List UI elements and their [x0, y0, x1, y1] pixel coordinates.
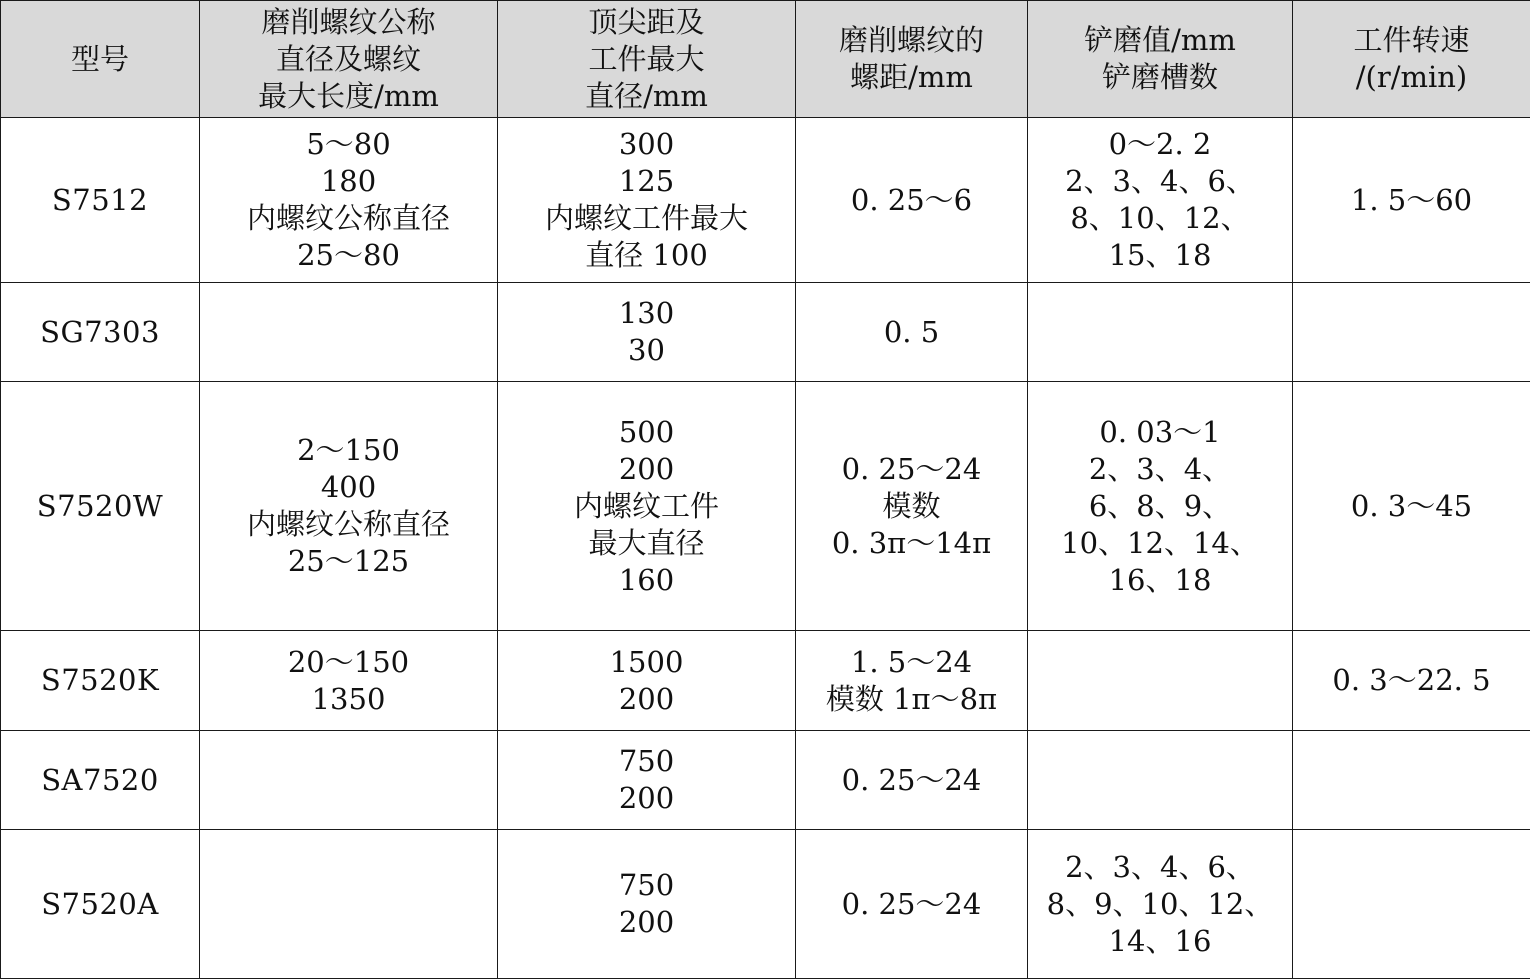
cell-workpiece-speed [1293, 830, 1530, 979]
cell-line: 模数 [800, 488, 1023, 525]
table-row [1, 830, 1530, 979]
cell-pitch [796, 830, 1028, 979]
cell-model [1, 118, 200, 283]
cell-line: 500 [502, 414, 791, 451]
header-line: /(r/min) [1297, 59, 1526, 96]
cell-line: 0. 3π～14π [800, 525, 1023, 562]
cell-workpiece-speed [1293, 382, 1530, 631]
header-thread-diameter-length [200, 1, 498, 118]
cell-line: 内螺纹工件 [502, 488, 791, 525]
cell-model [1, 830, 200, 979]
model-label: S7512 [5, 182, 195, 219]
header-line: 铲磨槽数 [1032, 59, 1288, 96]
cell-line: 400 [204, 469, 493, 506]
cell-center-distance [498, 283, 796, 382]
header-line: 型号 [5, 41, 195, 78]
table-row [1, 731, 1530, 830]
header-line: 铲磨值/mm [1032, 22, 1288, 59]
cell-line: 300 [502, 126, 791, 163]
cell-line: 5～80 [204, 126, 493, 163]
cell-relief-grinding [1028, 382, 1293, 631]
cell-workpiece-speed [1293, 731, 1530, 830]
cell-model [1, 631, 200, 731]
cell-line: 2～150 [204, 432, 493, 469]
cell-line: 0. 25～6 [800, 182, 1023, 219]
cell-relief-grinding [1028, 731, 1293, 830]
header-line: 顶尖距及 [502, 4, 791, 41]
cell-line: 14、16 [1032, 923, 1288, 960]
header-row [1, 1, 1530, 118]
cell-line: 16、18 [1032, 562, 1288, 599]
cell-line: 200 [502, 451, 791, 488]
cell-line: 25～80 [204, 237, 493, 274]
cell-pitch [796, 731, 1028, 830]
cell-line: 0. 03～1 [1032, 414, 1288, 451]
cell-line: 15、18 [1032, 237, 1288, 274]
cell-thread-diameter-length [200, 283, 498, 382]
cell-line: 0. 3～45 [1297, 488, 1526, 525]
header-line: 最大长度/mm [204, 78, 493, 115]
cell-line: 1350 [204, 681, 493, 718]
cell-pitch [796, 118, 1028, 283]
header-line: 直径及螺纹 [204, 41, 493, 78]
table-row [1, 283, 1530, 382]
header-center-distance [498, 1, 796, 118]
cell-relief-grinding [1028, 631, 1293, 731]
cell-pitch [796, 283, 1028, 382]
model-label: S7520K [5, 662, 195, 699]
cell-center-distance [498, 118, 796, 283]
cell-center-distance [498, 631, 796, 731]
header-relief-grinding [1028, 1, 1293, 118]
cell-line: 1. 5～60 [1297, 182, 1526, 219]
cell-line: 8、9、10、12、 [1032, 886, 1288, 923]
cell-line: 0. 25～24 [800, 886, 1023, 923]
cell-thread-diameter-length [200, 631, 498, 731]
cell-line: 1500 [502, 644, 791, 681]
cell-relief-grinding [1028, 118, 1293, 283]
cell-line: 直径 100 [502, 237, 791, 274]
cell-center-distance [498, 731, 796, 830]
header-workpiece-speed [1293, 1, 1530, 118]
table-row [1, 631, 1530, 731]
cell-line: 160 [502, 562, 791, 599]
cell-line: 130 [502, 295, 791, 332]
model-label: SA7520 [5, 762, 195, 799]
cell-line: 30 [502, 332, 791, 369]
cell-thread-diameter-length [200, 830, 498, 979]
cell-line: 750 [502, 743, 791, 780]
header-line: 螺距/mm [800, 59, 1023, 96]
header-line: 直径/mm [502, 78, 791, 115]
cell-model [1, 382, 200, 631]
cell-line: 10、12、14、 [1032, 525, 1288, 562]
cell-center-distance [498, 382, 796, 631]
cell-thread-diameter-length [200, 118, 498, 283]
cell-line: 内螺纹公称直径 [204, 200, 493, 237]
cell-pitch [796, 631, 1028, 731]
header-line: 磨削螺纹公称 [204, 4, 493, 41]
cell-line: 1. 5～24 [800, 644, 1023, 681]
cell-thread-diameter-length [200, 382, 498, 631]
cell-workpiece-speed [1293, 118, 1530, 283]
cell-line: 200 [502, 904, 791, 941]
cell-line: 0. 25～24 [800, 762, 1023, 799]
cell-line: 内螺纹公称直径 [204, 506, 493, 543]
cell-line: 0. 5 [800, 314, 1023, 351]
cell-line: 2、3、4、 [1032, 451, 1288, 488]
cell-pitch [796, 382, 1028, 631]
cell-line: 20～150 [204, 644, 493, 681]
cell-line: 2、3、4、6、 [1032, 163, 1288, 200]
header-pitch [796, 1, 1028, 118]
cell-model [1, 283, 200, 382]
cell-line: 模数 1π～8π [800, 681, 1023, 718]
cell-model [1, 731, 200, 830]
cell-line: 200 [502, 681, 791, 718]
cell-line: 0～2. 2 [1032, 126, 1288, 163]
cell-line: 6、8、9、 [1032, 488, 1288, 525]
model-label: SG7303 [5, 314, 195, 351]
header-line: 工件转速 [1297, 22, 1526, 59]
header-model [1, 1, 200, 118]
cell-line: 2、3、4、6、 [1032, 849, 1288, 886]
header-line: 磨削螺纹的 [800, 22, 1023, 59]
cell-line: 750 [502, 867, 791, 904]
cell-line: 180 [204, 163, 493, 200]
cell-workpiece-speed [1293, 283, 1530, 382]
cell-thread-diameter-length [200, 731, 498, 830]
header-line: 工件最大 [502, 41, 791, 78]
cell-center-distance [498, 830, 796, 979]
model-label: S7520W [5, 488, 195, 525]
cell-line: 200 [502, 780, 791, 817]
cell-line: 最大直径 [502, 525, 791, 562]
cell-line: 0. 25～24 [800, 451, 1023, 488]
cell-workpiece-speed [1293, 631, 1530, 731]
table-row [1, 118, 1530, 283]
cell-line: 0. 3～22. 5 [1297, 662, 1526, 699]
cell-relief-grinding [1028, 283, 1293, 382]
cell-relief-grinding [1028, 830, 1293, 979]
cell-line: 125 [502, 163, 791, 200]
cell-line: 25～125 [204, 543, 493, 580]
table-row [1, 382, 1530, 631]
cell-line: 8、10、12、 [1032, 200, 1288, 237]
model-label: S7520A [5, 886, 195, 923]
cell-line: 内螺纹工件最大 [502, 200, 791, 237]
